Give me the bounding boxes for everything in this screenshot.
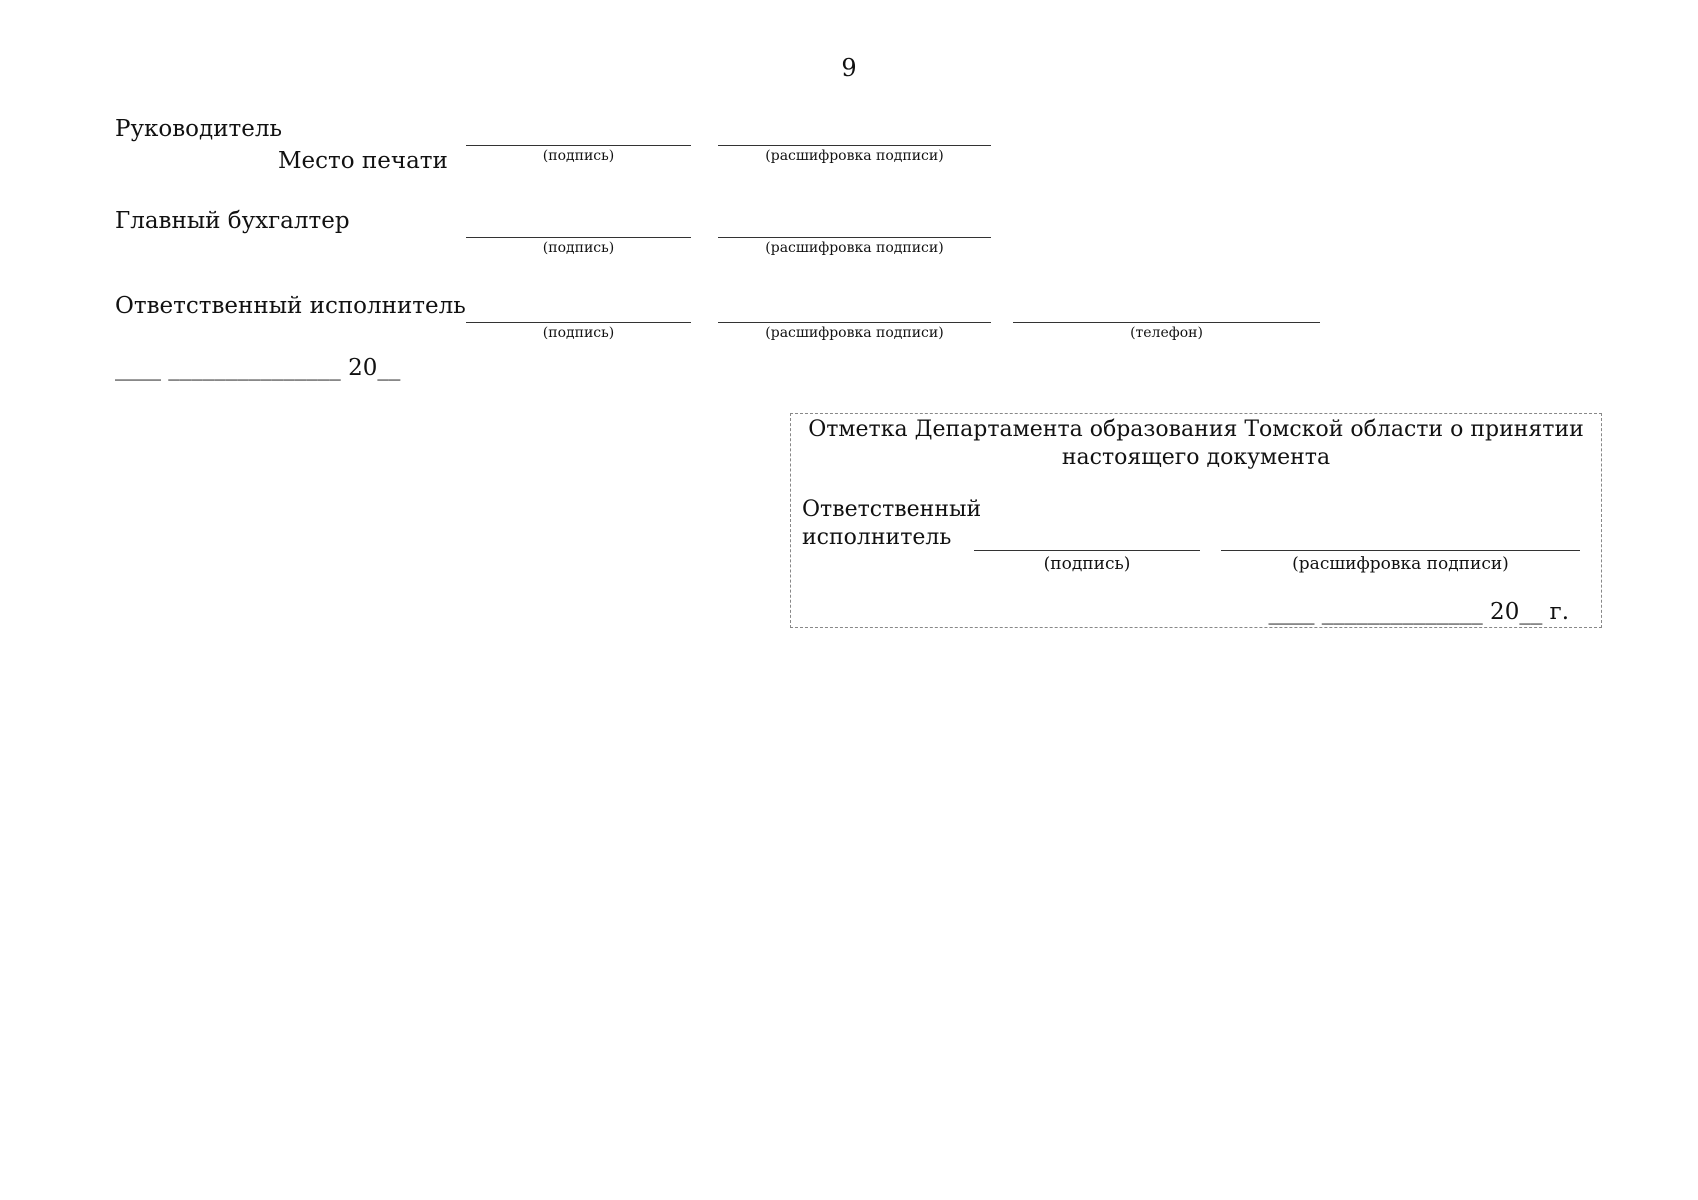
name-line-director [718,145,991,146]
name-line-chief-accountant [718,237,991,238]
caption-name-chief-accountant: (расшифровка подписи) [765,240,944,256]
stamp-date-line: ____ ______________ 20__ г. [1268,599,1569,625]
role-label-chief-accountant: Главный бухгалтер [115,208,350,234]
stamp-signature-line [974,550,1200,551]
signature-line-executor [466,322,691,323]
phone-line-executor [1013,322,1320,323]
stamp-role-line-1: Ответственный [802,497,982,522]
role-label-director: Руководитель [115,116,282,142]
stamp-role-line-2: исполнитель [802,525,952,550]
caption-signature-director: (подпись) [542,148,615,164]
signature-line-director [466,145,691,146]
stamp-title-line-1: Отметка Департамента образования Томской области о принятии [808,417,1584,442]
caption-name-executor: (расшифровка подписи) [765,325,944,341]
document-date-line: ____ _______________ 20__ [115,355,401,381]
stamp-title-line-2: настоящего документа [1061,445,1331,470]
stamp-role-label [802,496,981,552]
stamp-caption-signature: (подпись) [1043,554,1131,574]
caption-phone-executor: (телефон) [1130,325,1203,341]
name-line-executor [718,322,991,323]
caption-signature-executor: (подпись) [542,325,615,341]
seal-place-label: Место печати [278,148,448,174]
role-label-executor: Ответственный исполнитель [115,293,466,319]
caption-signature-chief-accountant: (подпись) [542,240,615,256]
page-number: 9 [841,54,857,82]
caption-name-director: (расшифровка подписи) [765,148,944,164]
department-acceptance-stamp [790,413,1602,628]
signature-line-chief-accountant [466,237,691,238]
stamp-title [791,414,1601,472]
stamp-name-line [1221,550,1580,551]
stamp-caption-name: (расшифровка подписи) [1292,554,1509,574]
